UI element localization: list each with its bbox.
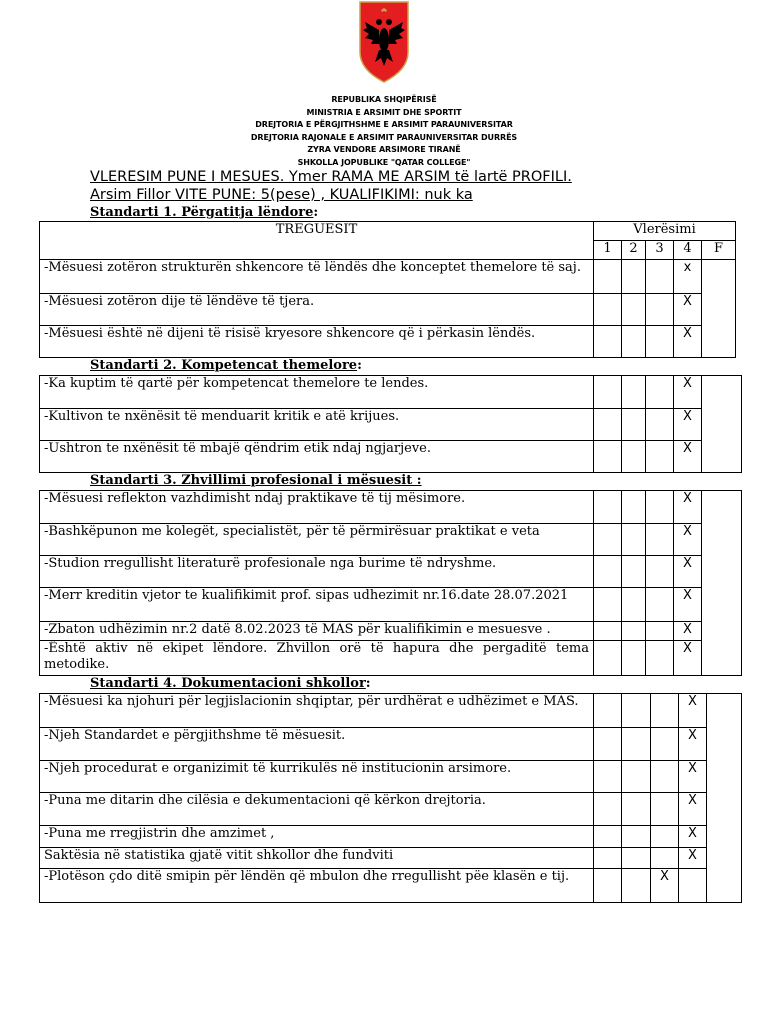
rating-cell-marked: X bbox=[651, 869, 679, 903]
rating-cell bbox=[646, 622, 674, 641]
rating-cell bbox=[646, 556, 674, 588]
rating-cell bbox=[651, 848, 679, 869]
rating-cell bbox=[622, 294, 646, 326]
rating-cell-f bbox=[702, 491, 742, 676]
rating-cell-marked: x bbox=[674, 260, 702, 294]
rating-cell bbox=[594, 848, 622, 869]
rating-cell bbox=[594, 491, 622, 524]
rating-cell-marked: X bbox=[674, 409, 702, 441]
criterion-text: -Ushtron te nxënësit të mbajë qëndrim etik ndaj ngjarjeve. bbox=[40, 441, 594, 473]
rating-cell bbox=[646, 260, 674, 294]
rating-cell bbox=[646, 641, 674, 676]
standard-4-heading bbox=[90, 676, 371, 691]
header-line: MINISTRIA E ARSIMIT DHE SPORTIT bbox=[306, 107, 462, 117]
rating-cell bbox=[622, 826, 651, 848]
rating-cell bbox=[651, 826, 679, 848]
table-row bbox=[40, 728, 742, 761]
rating-cell-f bbox=[702, 260, 736, 358]
rating-cell bbox=[594, 294, 622, 326]
rating-cell bbox=[622, 728, 651, 761]
header-line: ZYRA VENDORE ARSIMORE TIRANË bbox=[307, 145, 461, 154]
standard-heading-suffix: : bbox=[365, 676, 371, 691]
rating-cell bbox=[594, 694, 622, 728]
rating-cell bbox=[622, 556, 646, 588]
criterion-text: -Është aktiv në ekipet lëndore. Zhvillon orë të hapura dhe pergaditë tema metodike. bbox=[40, 641, 594, 676]
standard-2-table bbox=[39, 375, 742, 473]
criterion-text: -Bashkëpunon me kolegët, specialistët, për të përmirësuar praktikat e veta bbox=[40, 524, 594, 556]
table-row bbox=[40, 409, 742, 441]
standard-heading-suffix: : bbox=[313, 205, 319, 220]
table-row bbox=[40, 641, 742, 676]
rating-cell bbox=[622, 641, 646, 676]
rating-cell bbox=[594, 793, 622, 826]
rating-cell bbox=[622, 326, 646, 358]
header-line: DREJTORIA E PËRGJITHSHME E ARSIMIT PARAUNIVERSITAR bbox=[255, 120, 513, 129]
criterion-text: -Puna me rregjistrin dhe amzimet , bbox=[40, 826, 594, 848]
criteria-header: TREGUESIT bbox=[40, 222, 594, 260]
rating-cell bbox=[622, 694, 651, 728]
rating-cell bbox=[646, 376, 674, 409]
rating-cell bbox=[594, 641, 622, 676]
rating-cell bbox=[651, 728, 679, 761]
rating-cell bbox=[622, 622, 646, 641]
rating-col-3: 3 bbox=[646, 241, 674, 260]
rating-cell bbox=[594, 761, 622, 793]
evaluation-subtitle: Arsim Fillor VITE PUNE: 5(pese) , KUALIFIKIMI: nuk ka bbox=[90, 187, 473, 203]
table-row bbox=[40, 622, 742, 641]
header-line: REPUBLIKA SHQIPËRISË bbox=[331, 95, 437, 104]
criterion-text: -Mësuesi reflekton vazhdimisht ndaj praktikave të tij mësimore. bbox=[40, 491, 594, 524]
rating-cell bbox=[594, 622, 622, 641]
rating-cell bbox=[646, 326, 674, 358]
standard-1-table bbox=[39, 221, 736, 358]
rating-cell-marked: X bbox=[674, 588, 702, 622]
criterion-text: -Mësuesi është në dijeni të risisë kryesore shkencore që i përkasin lëndës. bbox=[40, 326, 594, 358]
rating-cell bbox=[594, 826, 622, 848]
criterion-text: -Zbaton udhëzimin nr.2 datë 8.02.2023 të MAS për kualifikimin e mesuesve . bbox=[40, 622, 594, 641]
rating-cell bbox=[622, 524, 646, 556]
criterion-text: -Merr kreditin vjetor te kualifikimit prof. sipas udhezimit nr.16.date 28.07.2021 bbox=[40, 588, 594, 622]
rating-cell-f bbox=[702, 376, 742, 473]
standard-2-heading bbox=[90, 358, 362, 373]
rating-cell-marked: X bbox=[674, 294, 702, 326]
standard-3-table bbox=[39, 490, 742, 676]
rating-cell bbox=[646, 294, 674, 326]
standard-heading-text: Standarti 4. Dokumentacioni shkollor bbox=[90, 676, 366, 691]
standard-heading-text: Standarti 2. Kompetencat themelore bbox=[90, 358, 358, 373]
rating-col-f: F bbox=[702, 241, 736, 260]
rating-col-1: 1 bbox=[594, 241, 622, 260]
rating-cell bbox=[622, 848, 651, 869]
rating-cell bbox=[594, 869, 622, 903]
table-row bbox=[40, 441, 742, 473]
table-row bbox=[40, 761, 742, 793]
rating-cell bbox=[622, 376, 646, 409]
criterion-text: -Mësuesi zotëron dije të lëndëve të tjera. bbox=[40, 294, 594, 326]
rating-cell bbox=[646, 491, 674, 524]
rating-cell bbox=[646, 409, 674, 441]
criterion-text: -Njeh Standardet e përgjithshme të mësuesit. bbox=[40, 728, 594, 761]
table-row bbox=[40, 294, 736, 326]
rating-cell bbox=[622, 588, 646, 622]
rating-cell-marked: X bbox=[674, 524, 702, 556]
rating-cell bbox=[622, 491, 646, 524]
rating-cell-marked: X bbox=[674, 376, 702, 409]
rating-cell bbox=[594, 728, 622, 761]
rating-cell-marked: X bbox=[674, 556, 702, 588]
rating-cell bbox=[622, 260, 646, 294]
rating-cell bbox=[622, 793, 651, 826]
criterion-text: -Njeh procedurat e organizimit të kurrikulës në institucionin arsimore. bbox=[40, 761, 594, 793]
table-row bbox=[40, 376, 742, 409]
evaluation-title: VLERESIM PUNE I MESUES. Ymer RAMA ME ARSIM të lartë PROFILI. bbox=[90, 169, 572, 185]
rating-cell bbox=[651, 793, 679, 826]
standard-heading-text: Standarti 1. Përgatitja lëndore bbox=[90, 205, 314, 220]
rating-cell-marked: X bbox=[674, 622, 702, 641]
table-row bbox=[40, 848, 742, 869]
rating-cell bbox=[646, 441, 674, 473]
rating-cell-marked: X bbox=[674, 441, 702, 473]
criterion-text: -Studion rregullisht literaturë profesionale nga burime të ndryshme. bbox=[40, 556, 594, 588]
rating-cell bbox=[594, 260, 622, 294]
header-line: SHKOLLA JOPUBLIKE "QATAR COLLEGE" bbox=[297, 157, 471, 167]
rating-cell bbox=[622, 441, 646, 473]
criterion-text: -Mësuesi ka njohuri për legjislacionin shqiptar, për urdhërat e udhëzimet e MAS. bbox=[40, 694, 594, 728]
table-row bbox=[40, 694, 742, 728]
table-row bbox=[40, 326, 736, 358]
rating-cell-marked: X bbox=[679, 694, 707, 728]
rating-cell-marked: X bbox=[679, 826, 707, 848]
criterion-text: -Ka kuptim të qartë për kompetencat themelore te lendes. bbox=[40, 376, 594, 409]
table-row bbox=[40, 260, 736, 294]
table-row bbox=[40, 588, 742, 622]
rating-cell bbox=[646, 588, 674, 622]
rating-cell bbox=[594, 409, 622, 441]
standard-heading-text: Standarti 3. Zhvillimi profesional i mësuesit : bbox=[90, 473, 422, 488]
criterion-text: -Kultivon te nxënësit të menduarit kritik e atë krijues. bbox=[40, 409, 594, 441]
table-row bbox=[40, 826, 742, 848]
rating-cell bbox=[594, 588, 622, 622]
albania-coat-of-arms-emblem bbox=[357, 0, 411, 84]
rating-cell bbox=[622, 409, 646, 441]
rating-cell bbox=[651, 761, 679, 793]
rating-cell bbox=[594, 441, 622, 473]
rating-cell-marked: X bbox=[674, 326, 702, 358]
rating-cell-marked: X bbox=[679, 848, 707, 869]
rating-cell bbox=[679, 869, 707, 903]
rating-cell-marked: X bbox=[674, 641, 702, 676]
table-row bbox=[40, 869, 742, 903]
rating-cell-f bbox=[707, 694, 742, 903]
rating-cell-marked: X bbox=[674, 491, 702, 524]
rating-cell bbox=[594, 326, 622, 358]
table-row bbox=[40, 524, 742, 556]
institution-header bbox=[0, 94, 768, 169]
rating-cell-marked: X bbox=[679, 728, 707, 761]
standard-3-heading bbox=[90, 473, 422, 488]
table-row bbox=[40, 556, 742, 588]
table-row bbox=[40, 491, 742, 524]
rating-cell bbox=[651, 694, 679, 728]
rating-cell bbox=[646, 524, 674, 556]
criterion-text: -Puna me ditarin dhe cilësia e dekumentacioni që kërkon drejtoria. bbox=[40, 793, 594, 826]
criterion-text: Saktësia në statistika gjatë vitit shkollor dhe fundviti bbox=[40, 848, 594, 869]
rating-col-2: 2 bbox=[622, 241, 646, 260]
rating-header: Vlerësimi bbox=[594, 222, 736, 241]
standard-4-table bbox=[39, 693, 742, 903]
rating-cell bbox=[594, 524, 622, 556]
rating-cell-marked: X bbox=[679, 761, 707, 793]
rating-cell bbox=[622, 869, 651, 903]
standard-1-heading bbox=[90, 205, 318, 220]
rating-cell bbox=[594, 376, 622, 409]
rating-cell bbox=[622, 761, 651, 793]
rating-col-4: 4 bbox=[674, 241, 702, 260]
rating-cell bbox=[594, 556, 622, 588]
criterion-text: -Mësuesi zotëron strukturën shkencore të lëndës dhe konceptet themelore të saj. bbox=[40, 260, 594, 294]
standard-heading-suffix: : bbox=[357, 358, 362, 373]
rating-cell-marked: X bbox=[679, 793, 707, 826]
criterion-text: -Plotëson çdo ditë smipin për lëndën që mbulon dhe rregullisht pëe klasën e tij. bbox=[40, 869, 594, 903]
table-row bbox=[40, 793, 742, 826]
header-line: DREJTORIA RAJONALE E ARSIMIT PARAUNIVERSITAR DURRËS bbox=[250, 132, 518, 142]
